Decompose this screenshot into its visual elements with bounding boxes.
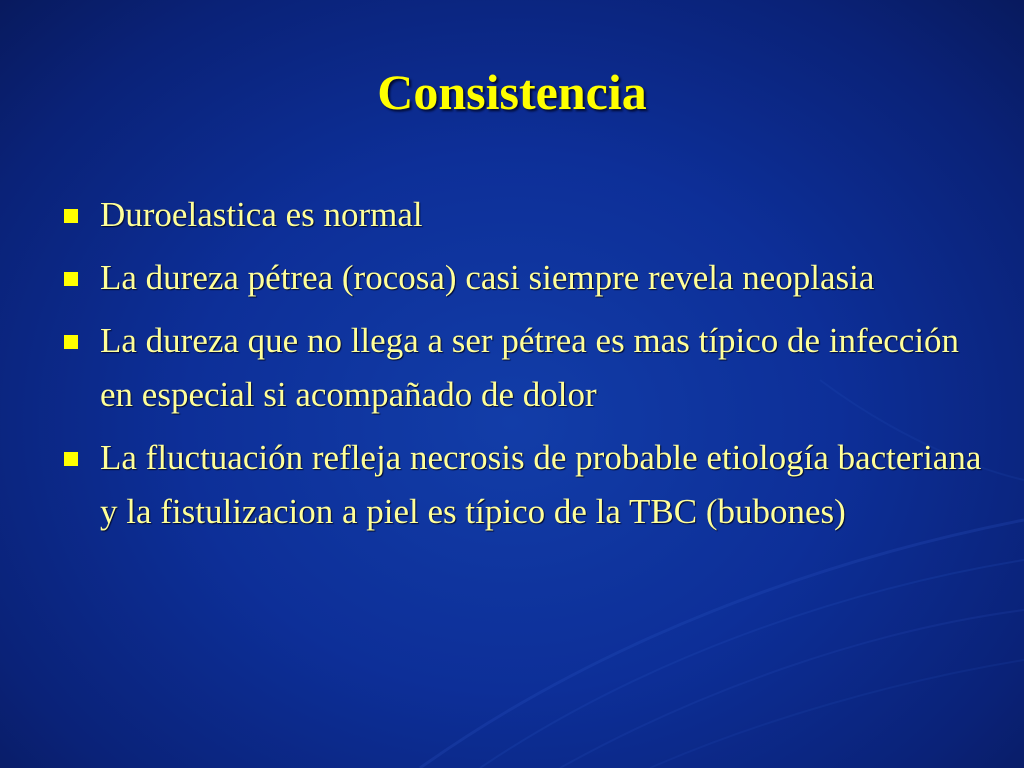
- square-bullet-icon: [64, 272, 78, 286]
- bullet-text: La dureza que no llega a ser pétrea es mas típico de infección en especial si acompañado de dolor: [100, 321, 960, 414]
- bullet-list: [62, 188, 982, 548]
- bullet-item: [62, 314, 982, 422]
- square-bullet-icon: [64, 209, 78, 223]
- slide-title: Consistencia: [377, 64, 647, 120]
- bullet-text: Duroelastica es normal: [100, 195, 423, 234]
- bullet-item: [62, 188, 982, 242]
- square-bullet-icon: [64, 335, 78, 349]
- bullet-item: [62, 431, 982, 539]
- square-bullet-icon: [64, 452, 78, 466]
- bullet-text: La dureza pétrea (rocosa) casi siempre revela neoplasia: [100, 258, 875, 297]
- bullet-item: [62, 251, 982, 305]
- bullet-text: La fluctuación refleja necrosis de probable etiología bacteriana y la fistulizacion a piel es típico de la TBC (bubones): [100, 438, 982, 531]
